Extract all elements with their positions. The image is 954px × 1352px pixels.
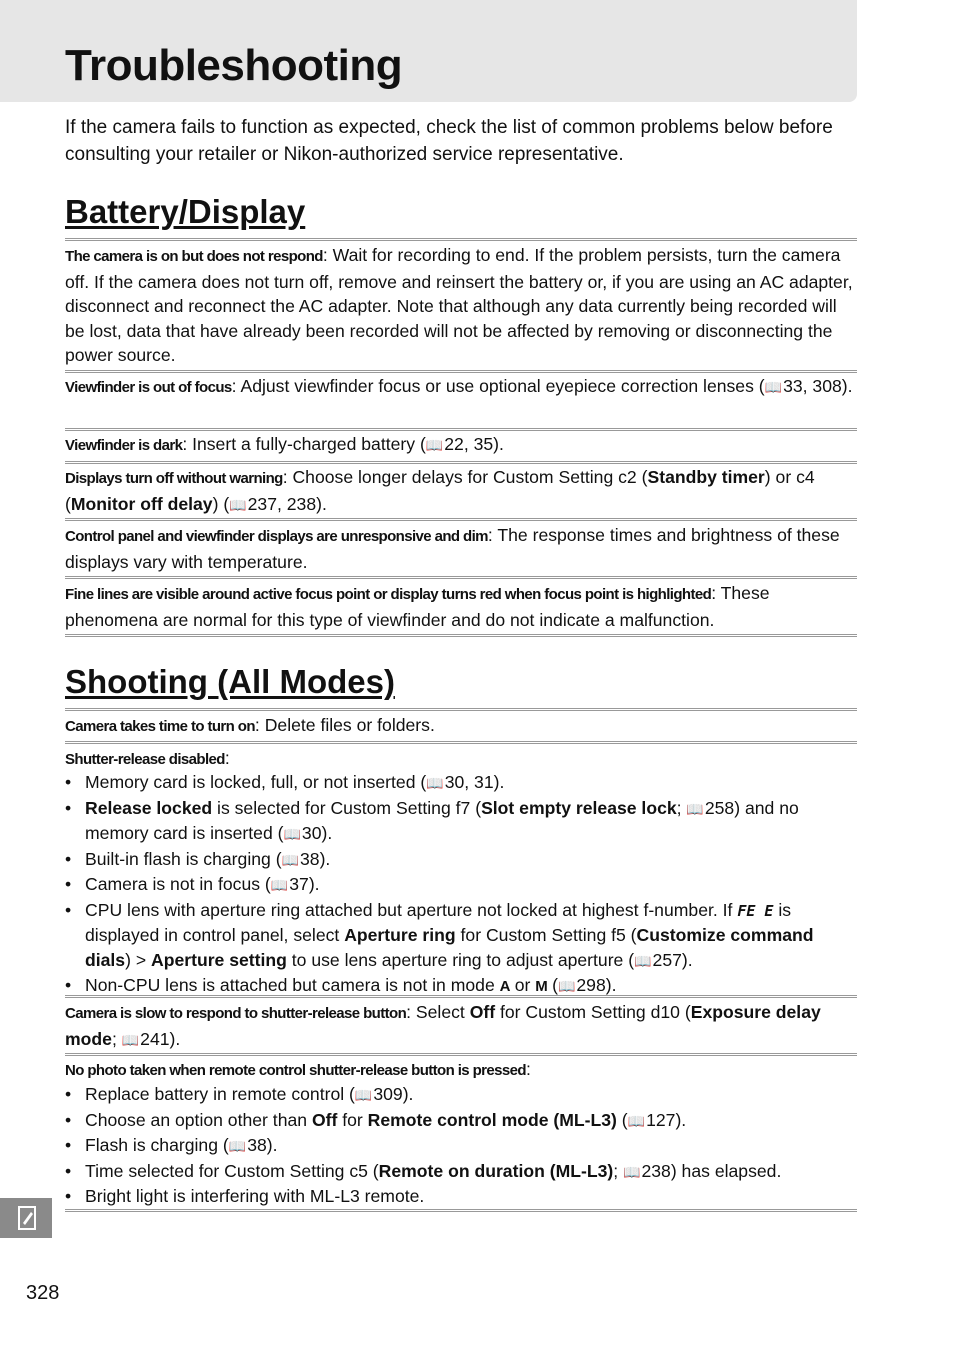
page-ref[interactable]: 237, 238	[247, 493, 317, 514]
page-ref[interactable]: 37	[289, 874, 309, 894]
list-item: • Non-CPU lens is attached but camera is not in mode A or M (📖 298).	[65, 973, 857, 1000]
entry-topic: Displays turn off without warning	[65, 470, 283, 487]
entry-viewfinder-dark: Viewfinder is dark: Insert a fully-charged battery (📖 22, 35).	[65, 432, 857, 459]
book-icon: 📖	[283, 826, 300, 842]
book-icon: 📖	[426, 775, 443, 791]
entry-topic: No photo taken when remote control shutter-release button is pressed	[65, 1062, 526, 1079]
page-ref[interactable]: 30	[301, 823, 322, 843]
section-rule	[65, 708, 857, 711]
book-icon: 📖	[627, 1112, 645, 1129]
entry-camera-slow-to-turn-on: Camera takes time to turn on: Delete files or folders.	[65, 715, 435, 735]
book-icon: 📖	[228, 1138, 246, 1154]
page-ref[interactable]: 33, 308	[783, 376, 842, 396]
page-title: Troubleshooting	[65, 41, 403, 90]
page-ref[interactable]: 238	[641, 1160, 671, 1181]
entry-displays-turn-off: Displays turn off without warning: Choose longer delays for Custom Setting c2 (Standby timer) or c4 (Monitor off delay) (📖 237, 238).	[65, 465, 857, 517]
divider	[65, 518, 857, 521]
page-number: 328	[26, 1282, 60, 1304]
section-end-rule	[65, 634, 857, 637]
book-icon: 📖	[764, 379, 782, 395]
divider	[65, 461, 857, 464]
book-icon: 📖	[425, 437, 443, 453]
list-item: • Time selected for Custom Setting c5 (Remote on duration (ML-L3); 📖 238) has elapsed.	[65, 1159, 857, 1185]
section-rule	[65, 238, 857, 241]
mode-a: A	[499, 978, 510, 995]
shutter-release-causes-list	[65, 770, 857, 1000]
entry-topic: Camera is slow to respond to shutter-release button	[65, 1005, 407, 1022]
book-icon: 📖	[623, 1163, 640, 1180]
remote-causes-list	[65, 1082, 857, 1209]
entry-topic: Camera takes time to turn on	[65, 718, 255, 735]
page-ref[interactable]: 38	[247, 1135, 267, 1155]
list-item: • CPU lens with aperture ring attached but aperture not locked at highest f-number. If FE E is displayed in control panel, select Aperture ring for Custom Setting f5 (Customize command dials) > Aperture setting to use lens aperture ring to adjust aperture (📖 257).	[65, 898, 857, 974]
list-item: • Bright light is interfering with ML-L3 remote.	[65, 1184, 857, 1209]
section-title-shooting: Shooting (All Modes)	[65, 663, 395, 700]
troubleshooting-tab[interactable]	[0, 1198, 52, 1238]
entry-topic: Viewfinder is dark	[65, 437, 183, 454]
troubleshooting-tab-icon	[18, 1206, 36, 1230]
list-item: • Built-in flash is charging (📖 38).	[65, 847, 857, 873]
entry-fine-lines-visible: Fine lines are visible around active focus point or display turns red when focus point is highlighted: These phenomena are normal for this type of viewfinder and do not indicate a malfunction.	[65, 583, 770, 630]
book-icon: 📖	[121, 1031, 139, 1048]
page-ref[interactable]: 38	[299, 848, 320, 869]
entry-topic: Shutter-release disabled	[65, 751, 225, 768]
entry-no-photo-remote: No photo taken when remote control shutter-release button is pressed:	[65, 1059, 531, 1079]
list-item: • Replace battery in remote control (📖 309).	[65, 1082, 857, 1108]
book-icon: 📖	[686, 800, 703, 817]
list-item: • Memory card is locked, full, or not inserted (📖 30, 31).	[65, 770, 857, 796]
entry-topic: Fine lines are visible around active focus point or display turns red when focus point is highlighted	[65, 586, 712, 603]
list-item: • Choose an option other than Off for Remote control mode (ML-L3) (📖 127).	[65, 1108, 857, 1134]
page-ref[interactable]: 127	[646, 1109, 676, 1130]
page-ref[interactable]: 298	[576, 975, 606, 995]
page-ref[interactable]: 30, 31	[444, 772, 494, 792]
list-item: • Release locked is selected for Custom Setting f7 (Slot empty release lock; 📖 258) and no memory card is inserted (📖 30).	[65, 796, 857, 847]
page-ref[interactable]: 22, 35	[444, 434, 494, 454]
divider	[65, 428, 857, 431]
section-title-battery-display: Battery/Display	[65, 193, 306, 230]
entry-displays-unresponsive: Control panel and viewfinder displays are unresponsive and dim: The response times and brightness of these displays vary with temperature.	[65, 525, 840, 572]
page-ref[interactable]: 258	[704, 797, 735, 818]
entry-camera-not-responding: The camera is on but does not respond: Wait for recording to end. If the problem persists, turn the camera off. If the camera does not turn off, remove and reinsert the battery or, if you are using an AC adapter, disconnect and reconnect the AC adapter. Note that although any data currently being recorded will be lost, data that have already been recorded will not be affected by removing or disconnecting the power source.	[65, 245, 853, 365]
book-icon: 📖	[557, 978, 575, 994]
book-icon: 📖	[229, 496, 246, 513]
divider	[65, 1053, 857, 1056]
entry-topic: The camera is on but does not respond	[65, 248, 323, 265]
book-icon: 📖	[281, 851, 298, 868]
mode-m: M	[535, 978, 548, 995]
list-item: • Camera is not in focus (📖 37).	[65, 872, 857, 898]
book-icon: 📖	[634, 952, 651, 969]
list-item: • Flash is charging (📖 38).	[65, 1133, 857, 1159]
entry-topic: Control panel and viewfinder displays are unresponsive and dim	[65, 528, 488, 545]
divider	[65, 576, 857, 579]
divider	[65, 370, 857, 373]
entry-viewfinder-out-of-focus: Viewfinder is out of focus: Adjust viewfinder focus or use optional eyepiece correction lenses (📖 33, 308).	[65, 374, 857, 401]
page-ref[interactable]: 241	[140, 1028, 170, 1049]
entry-camera-slow-to-respond: Camera is slow to respond to shutter-release button: Select Off for Custom Setting d10 (Exposure delay mode; 📖 241).	[65, 1000, 857, 1052]
intro-paragraph: If the camera fails to function as expected, check the list of common problems below before consulting your retailer or Nikon-authorized service representative.	[65, 117, 833, 165]
entry-shutter-release-disabled: Shutter-release disabled:	[65, 748, 230, 768]
section-end-rule	[65, 1209, 857, 1212]
lcd-segment-indicator: FE E	[737, 901, 774, 920]
page-ref[interactable]: 257	[652, 949, 682, 970]
page-ref[interactable]: 309	[373, 1084, 403, 1104]
book-icon: 📖	[354, 1087, 372, 1103]
entry-topic: Viewfinder is out of focus	[65, 379, 232, 396]
book-icon: 📖	[270, 877, 288, 893]
divider	[65, 741, 857, 744]
divider	[65, 995, 857, 998]
